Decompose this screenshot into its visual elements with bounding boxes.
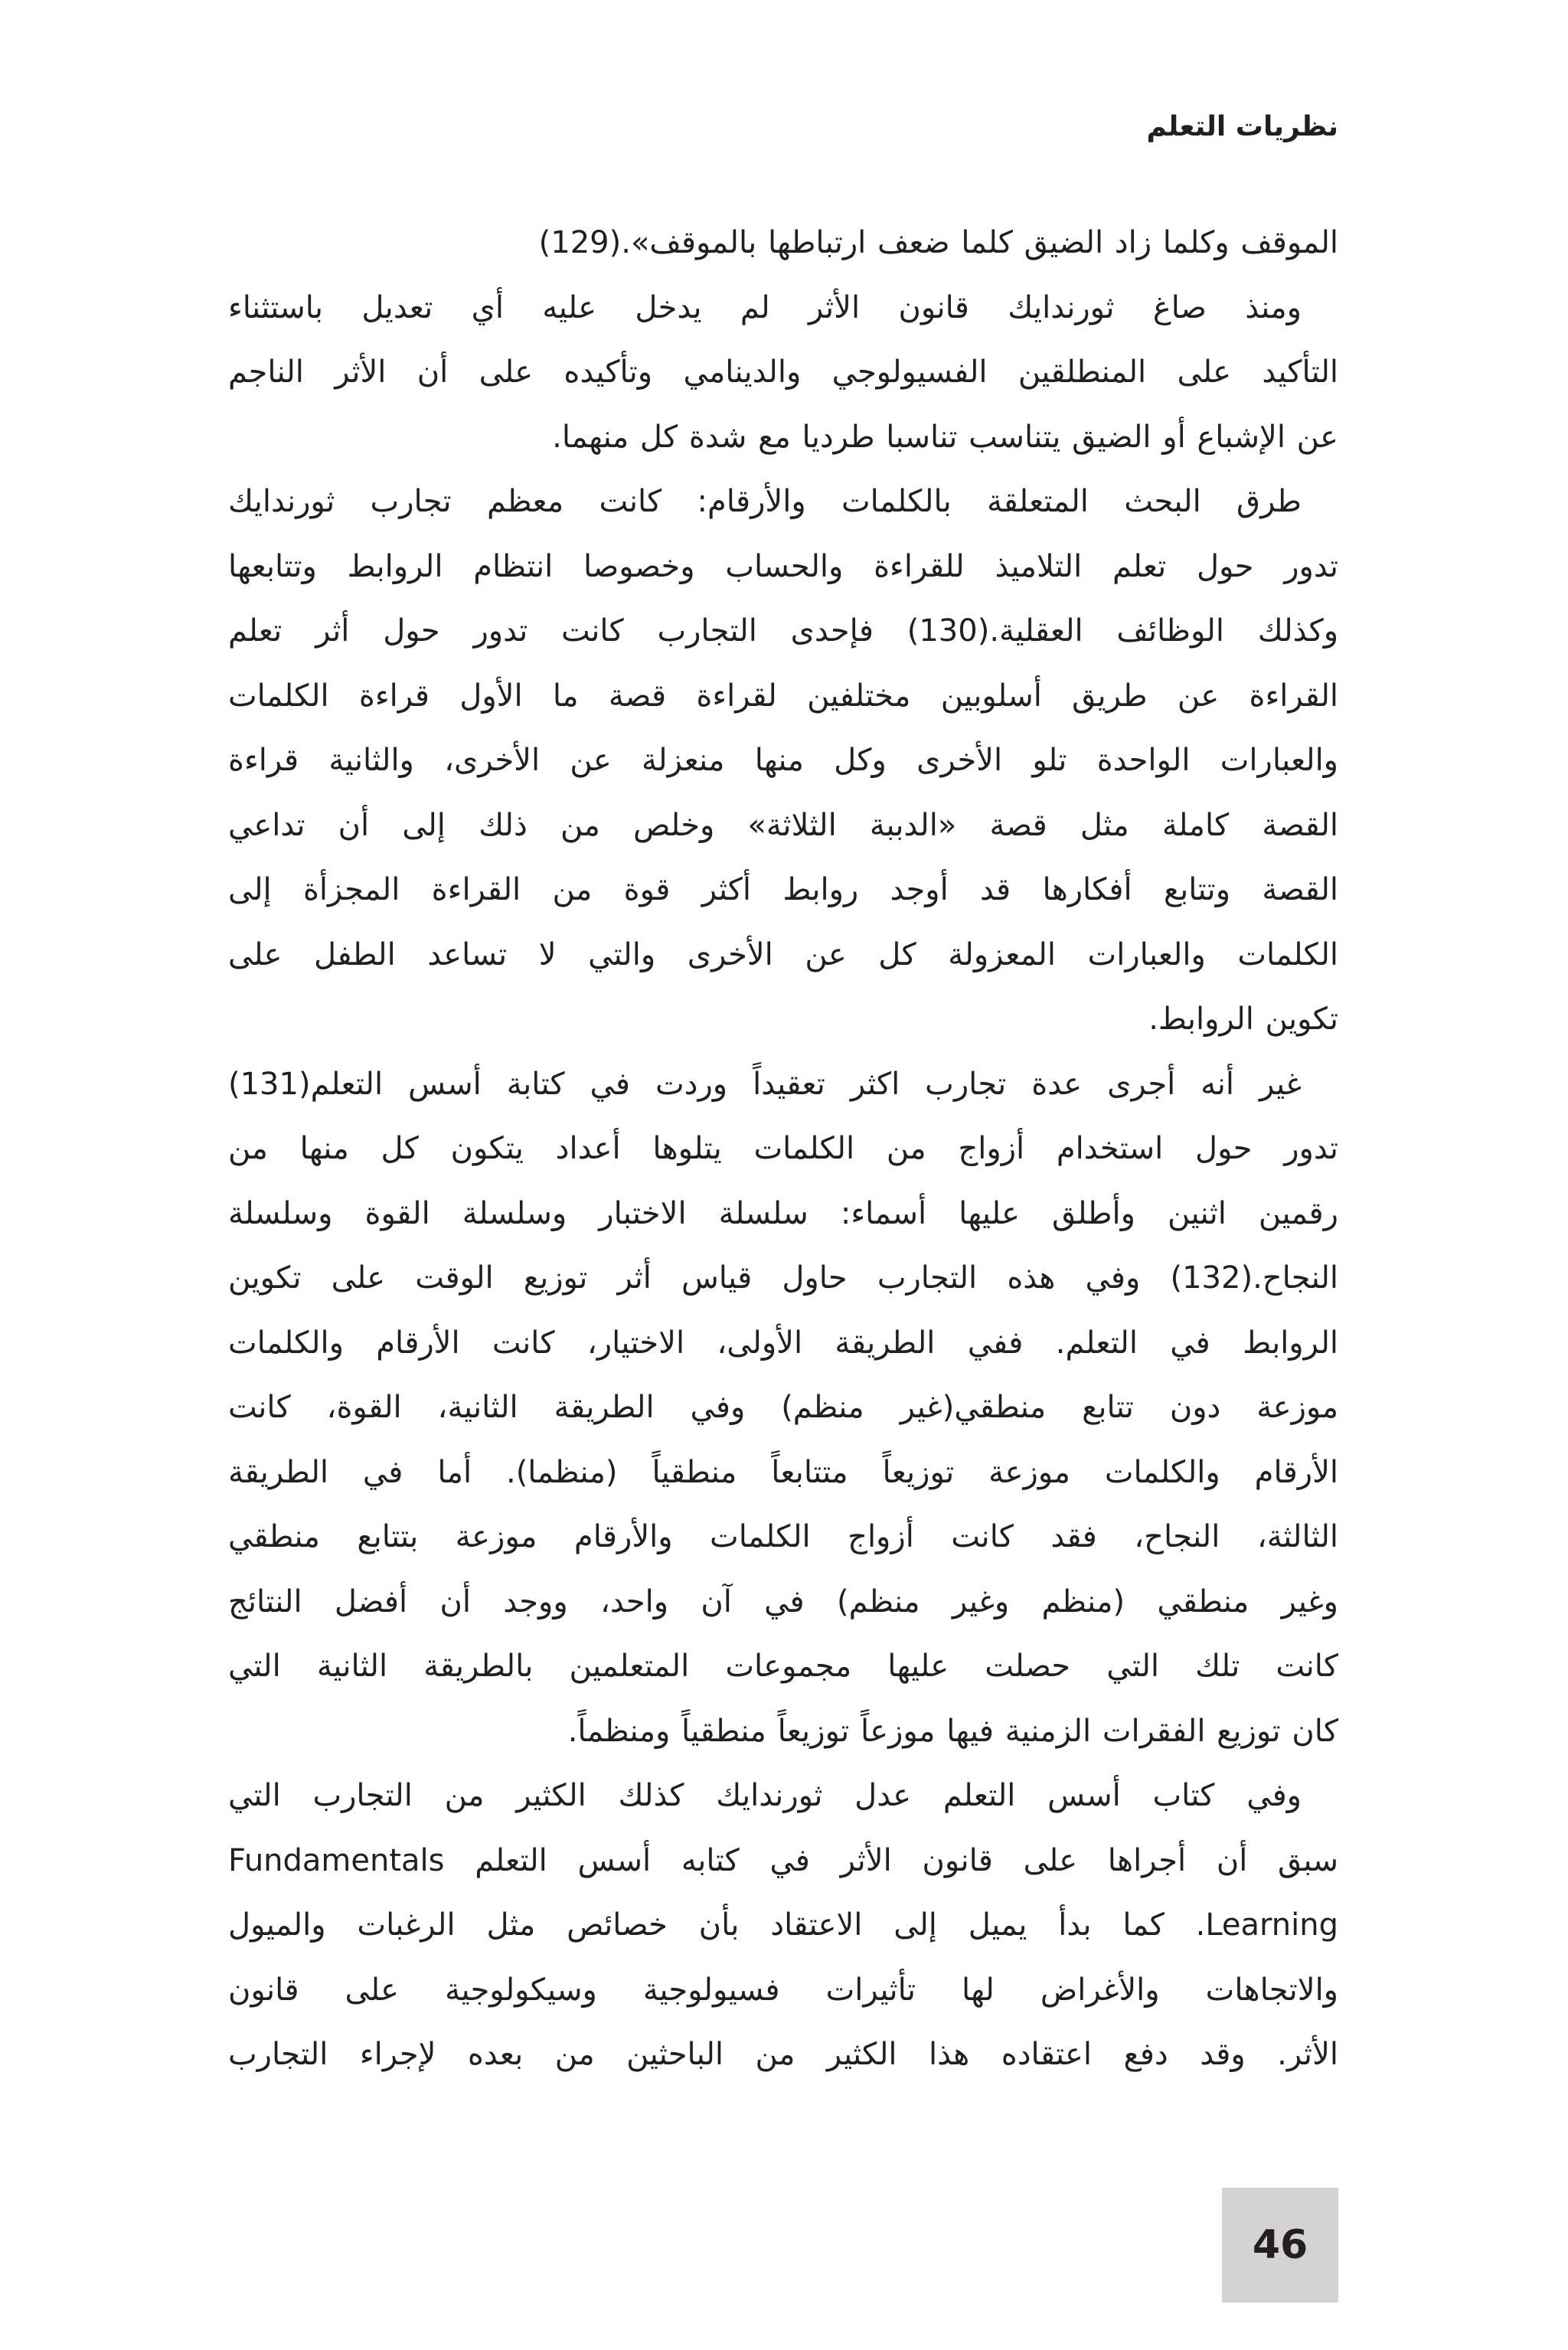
page-number-box <box>1222 2188 1338 2303</box>
text-line: وكذلك الوظائف العقلية.(130) فإحدى التجارب كانت تدور حول أثر تعلم <box>228 613 1338 649</box>
text-line: الأثر. وقد دفع اعتقاده هذا الكثير من الباحثين من بعده لإجراء التجارب <box>228 2037 1338 2072</box>
text-line: تدور حول تعلم التلاميذ للقراءة والحساب وخصوصا انتظام الروابط وتتابعها <box>228 548 1338 584</box>
body-text <box>228 211 1338 2087</box>
text-line: طرق البحث المتعلقة بالكلمات والأرقام: كانت معظم تجارب ثورندايك <box>228 484 1302 519</box>
text-line: عن الإشباع أو الضيق يتناسب تناسبا طرديا مع شدة كل منهما. <box>552 419 1338 455</box>
text-line: الموقف وكلما زاد الضيق كلما ضعف ارتباطها بالموقف».(129) <box>538 225 1338 260</box>
text-line: القراءة عن طريق أسلوبين مختلفين لقراءة قصة ما الأول قراءة الكلمات <box>228 678 1338 714</box>
text-line: القصة كاملة مثل قصة «الدببة الثلاثة» وخلص من ذلك إلى أن تداعي <box>228 807 1338 843</box>
text-line: تكوين الروابط. <box>1148 1002 1338 1037</box>
text-line: الأرقام والكلمات موزعة توزيعاً متتابعاً منطقياً (منظما). أما في الطريقة <box>228 1454 1338 1490</box>
text-line: وفي كتاب أسس التعلم عدل ثورندايك كذلك الكثير من التجارب التي <box>228 1778 1302 1813</box>
text-line: سبق أن أجراها على قانون الأثر في كتابه أسس التعلم Fundamentals <box>228 1842 1338 1878</box>
text-line: Learning. كما بدأ يميل إلى الاعتقاد بأن خصائص مثل الرغبات والميول <box>228 1907 1338 1943</box>
text-line: رقمين اثنين وأطلق عليها أسماء: سلسلة الاختبار وسلسلة القوة وسلسلة <box>228 1195 1338 1231</box>
text-line: كانت تلك التي حصلت عليها مجموعات المتعلمين بالطريقة الثانية التي <box>228 1649 1338 1684</box>
text-line: التأكيد على المنطلقين الفسيولوجي والدينامي وتأكيده على أن الأثر الناجم <box>228 355 1338 390</box>
text-line: وغير منطقي (منظم وغير منظم) في آن واحد، ووجد أن أفضل النتائج <box>228 1584 1338 1620</box>
text-line: كان توزيع الفقرات الزمنية فيها موزعاً توزيعاً منطقياً ومنظماً. <box>567 1713 1338 1749</box>
text-line: غير أنه أجرى عدة تجارب اكثر تعقيداً وردت في كتابة أسس التعلم(131) <box>228 1066 1302 1102</box>
text-line: الروابط في التعلم. ففي الطريقة الأولى، الاختيار، كانت الأرقام والكلمات <box>228 1325 1338 1361</box>
text-line: ومنذ صاغ ثورندايك قانون الأثر لم يدخل عليه أي تعديل باستثناء <box>228 289 1302 325</box>
running-header: نظريات التعلم <box>1146 111 1338 142</box>
text-line: والعبارات الواحدة تلو الأخرى وكل منها منعزلة عن الأخرى، والثانية قراءة <box>228 743 1338 778</box>
text-line: النجاح.(132) وفي هذه التجارب حاول قياس أثر توزيع الوقت على تكوين <box>228 1260 1338 1296</box>
text-line: تدور حول استخدام أزواج من الكلمات يتلوها أعداد يتكون كل منها من <box>228 1131 1338 1166</box>
text-line: موزعة دون تتابع منطقي(غير منظم) وفي الطريقة الثانية، القوة، كانت <box>228 1390 1338 1425</box>
page-number: 46 <box>1252 2222 1308 2268</box>
text-line: والاتجاهات والأغراض لها تأثيرات فسيولوجية وسيكولوجية على قانون <box>228 1972 1338 2008</box>
text-line: الثالثة، النجاح، فقد كانت أزواج الكلمات والأرقام موزعة بتتابع منطقي <box>228 1519 1338 1554</box>
text-line: القصة وتتابع أفكارها قد أوجد روابط أكثر قوة من القراءة المجزأة إلى <box>228 872 1338 907</box>
text-line: الكلمات والعبارات المعزولة كل عن الأخرى والتي لا تساعد الطفل على <box>228 936 1338 972</box>
